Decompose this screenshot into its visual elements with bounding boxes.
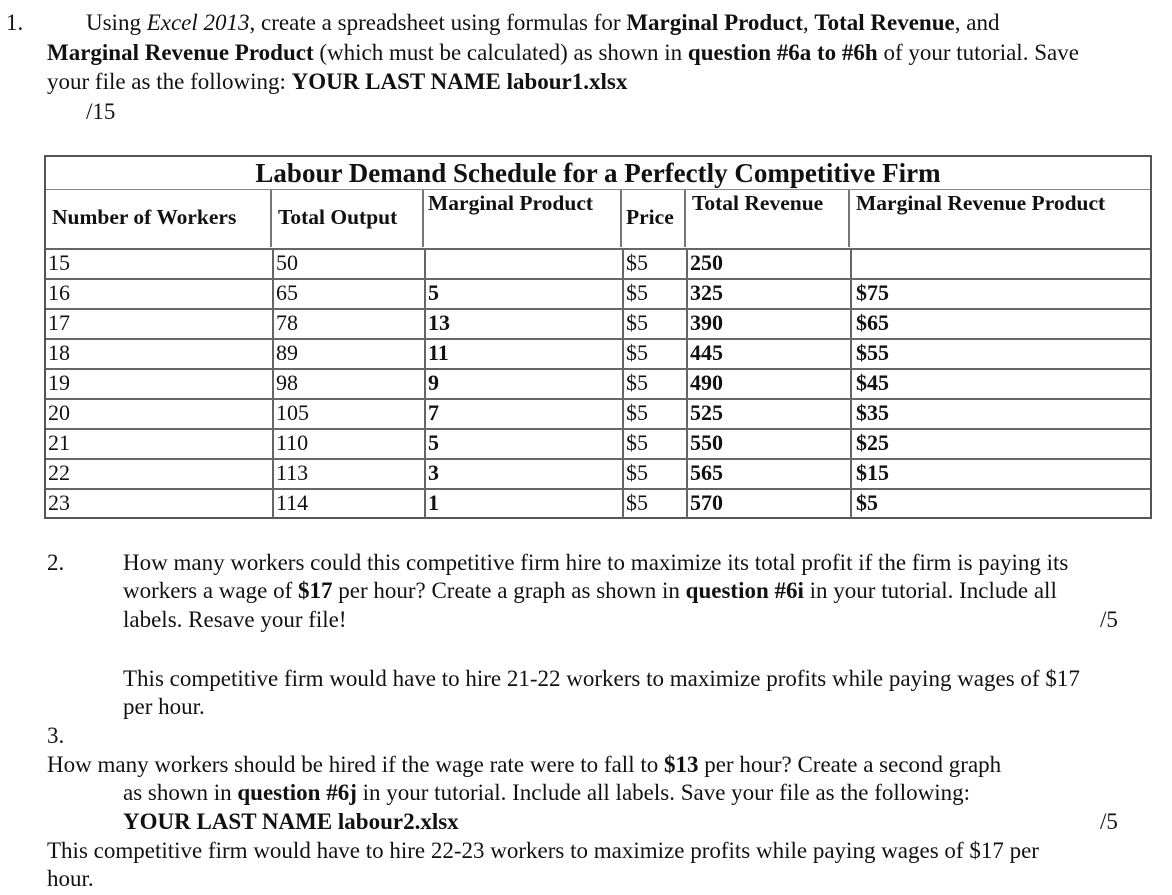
cell-mrp: $75	[850, 280, 1150, 308]
cell-total-revenue: 390	[686, 310, 850, 338]
cell-total-output: 105	[272, 400, 424, 428]
cell-workers: 16	[48, 280, 70, 305]
q1-text: , create a spreadsheet using formulas for	[249, 10, 627, 35]
q3-line2	[123, 778, 970, 807]
header-workers: Number of Workers	[46, 190, 272, 247]
q2-text: workers a wage of	[123, 578, 298, 603]
header-total-revenue: Total Revenue	[686, 190, 850, 247]
cell-price: $5	[622, 280, 686, 308]
table-title: Labour Demand Schedule for a Perfectly Competitive Firm	[46, 157, 1150, 190]
q1-line1	[86, 8, 999, 37]
q3-wage: $13	[663, 752, 699, 777]
cell-total-output: 89	[272, 340, 424, 368]
q3-text: in your tutorial. Include all labels. Save your file as the following:	[356, 780, 971, 805]
q2-answer-line1: This competitive firm would have to hire 21-22 workers to maximize profits while paying wages of $17	[123, 666, 1080, 691]
table-row	[46, 428, 1150, 458]
q2-line1: How many workers could this competitive firm hire to maximize its total profit if the firm is paying its	[123, 550, 1069, 575]
cell-price: $5	[622, 430, 686, 458]
cell-workers: 21	[48, 430, 70, 455]
table-row	[46, 488, 1150, 516]
q3-question-ref: question #6j	[237, 780, 357, 805]
cell-total-output: 65	[272, 280, 424, 308]
cell-workers: 15	[48, 250, 70, 275]
q2-text: in your tutorial. Include all	[803, 578, 1057, 603]
q3-answer-line1: This competitive firm would have to hire 22-23 workers to maximize profits while paying wages of $17 per	[47, 838, 1039, 863]
cell-workers: 17	[48, 310, 70, 335]
q1-line3	[47, 67, 627, 96]
table-row	[46, 338, 1150, 368]
header-price: Price	[622, 190, 686, 247]
cell-price: $5	[622, 310, 686, 338]
cell-total-revenue: 570	[686, 490, 850, 518]
q2-number: 2.	[47, 550, 65, 575]
table-row	[46, 308, 1150, 338]
cell-total-output: 98	[272, 370, 424, 398]
cell-mrp	[850, 250, 1150, 278]
cell-price: $5	[622, 400, 686, 428]
q2-marks: /5	[1100, 607, 1118, 632]
q3-text: How many workers should be hired if the wage rate were to fall to	[47, 752, 664, 777]
cell-total-revenue: 490	[686, 370, 850, 398]
cell-marginal-product: 3	[424, 460, 622, 488]
q3-text: as shown in	[123, 780, 238, 805]
cell-mrp: $45	[850, 370, 1150, 398]
cell-total-revenue: 525	[686, 400, 850, 428]
q1-number: 1.	[6, 10, 24, 35]
q1-filename: YOUR LAST NAME labour1.xlsx	[291, 69, 628, 94]
cell-workers: 19	[48, 370, 70, 395]
q1-bold-term: Marginal Revenue Product	[47, 40, 314, 65]
cell-total-output: 50	[272, 250, 424, 278]
cell-mrp: $15	[850, 460, 1150, 488]
cell-total-output: 114	[272, 490, 424, 518]
q3-answer-line2: hour.	[47, 866, 94, 891]
header-marginal-product: Marginal Product	[424, 190, 622, 247]
q3-filename	[123, 807, 459, 836]
q1-text: of your tutorial. Save	[877, 40, 1079, 65]
cell-price: $5	[622, 490, 686, 518]
cell-mrp: $35	[850, 400, 1150, 428]
cell-total-revenue: 445	[686, 340, 850, 368]
cell-total-revenue: 565	[686, 460, 850, 488]
q1-text: your file as the following:	[47, 69, 292, 94]
cell-total-output: 78	[272, 310, 424, 338]
q2-line2	[123, 576, 1057, 605]
q2-answer-line2: per hour.	[123, 694, 205, 719]
q1-bold-term: Total Revenue	[814, 10, 955, 35]
table-row	[46, 398, 1150, 428]
header-total-output: Total Output	[272, 190, 424, 247]
cell-workers: 18	[48, 340, 70, 365]
q2-text: per hour? Create a graph as shown in	[332, 578, 686, 603]
q2-question-ref: question #6i	[685, 578, 804, 603]
cell-price: $5	[622, 460, 686, 488]
q1-question-ref: question #6a to #6h	[687, 40, 878, 65]
cell-mrp: $5	[850, 490, 1150, 518]
header-mrp: Marginal Revenue Product	[856, 191, 1106, 215]
cell-price: $5	[622, 250, 686, 278]
q1-marks: /15	[86, 99, 116, 124]
cell-total-revenue: 550	[686, 430, 850, 458]
cell-marginal-product: 7	[424, 400, 622, 428]
q2-wage: $17	[297, 578, 333, 603]
q1-bold-term: Marginal Product	[626, 10, 803, 35]
table-row	[46, 458, 1150, 488]
cell-marginal-product: 1	[424, 490, 622, 518]
cell-total-output: 113	[272, 460, 424, 488]
cell-total-output: 110	[272, 430, 424, 458]
table-row	[46, 248, 1150, 278]
cell-price: $5	[622, 340, 686, 368]
q1-text: (which must be calculated) as shown in	[313, 40, 688, 65]
cell-marginal-product: 9	[424, 370, 622, 398]
q3-text: per hour? Create a second graph	[698, 752, 1002, 777]
cell-workers: 23	[48, 490, 70, 515]
cell-marginal-product	[424, 250, 622, 278]
cell-price: $5	[622, 370, 686, 398]
table-row	[46, 368, 1150, 398]
q2-line3: labels. Resave your file!	[123, 607, 347, 632]
cell-mrp: $55	[850, 340, 1150, 368]
cell-workers: 22	[48, 460, 70, 485]
q3-number: 3.	[47, 723, 65, 748]
cell-mrp: $65	[850, 310, 1150, 338]
q3-marks: /5	[1100, 809, 1118, 834]
q1-line2	[47, 38, 1079, 67]
q3-filename-text: YOUR LAST NAME labour2.xlsx	[123, 809, 459, 834]
table-row	[46, 278, 1150, 308]
cell-total-revenue: 325	[686, 280, 850, 308]
labour-demand-table	[44, 155, 1152, 519]
q3-line1	[47, 750, 1001, 779]
q1-text: , and	[954, 10, 1000, 35]
q1-excel: Excel 2013	[146, 10, 250, 35]
cell-mrp: $25	[850, 430, 1150, 458]
cell-marginal-product: 11	[424, 340, 622, 368]
cell-marginal-product: 5	[424, 430, 622, 458]
cell-marginal-product: 13	[424, 310, 622, 338]
cell-workers: 20	[48, 400, 70, 425]
cell-total-revenue: 250	[686, 250, 850, 278]
q1-text: Using	[86, 10, 147, 35]
cell-marginal-product: 5	[424, 280, 622, 308]
q1-text: ,	[802, 10, 815, 35]
